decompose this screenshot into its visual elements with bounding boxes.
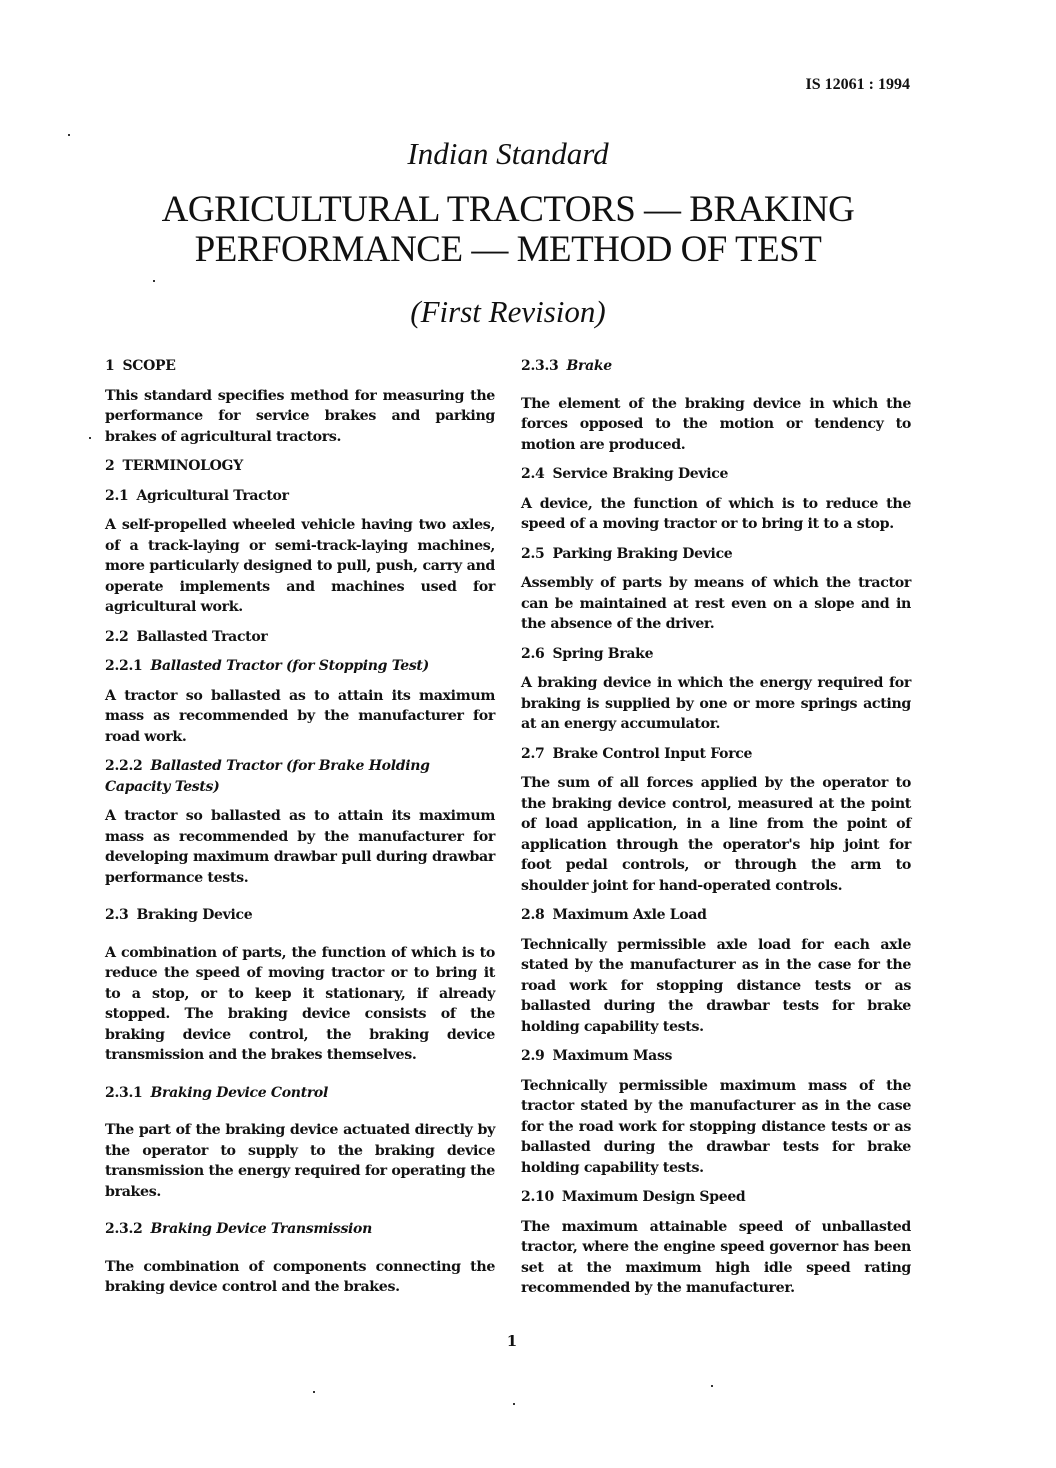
section-body: Assembly of parts by means of which the tractor can be maintained at rest even on a slope and in the absence of the driver. (521, 575, 911, 632)
section-heading: 2.10 Maximum Design Speed (521, 1189, 746, 1205)
title-line-2: PERFORMANCE — METHOD OF TEST (194, 229, 822, 270)
section-heading: 2.2 Ballasted Tractor (105, 628, 268, 645)
section-heading: 2.3.1 Braking Device Control (105, 1084, 328, 1101)
scan-speck (153, 280, 155, 282)
section-heading: 1 SCOPE (105, 358, 176, 374)
section-heading: 2.8 Maximum Axle Load (521, 907, 707, 923)
organization-heading: Indian Standard (407, 136, 609, 171)
section-heading: 2.4 Service Braking Device (521, 466, 729, 482)
section-body: The element of the braking device in which the forces opposed to the motion or tendency to motion are produced. (521, 395, 911, 453)
section-body: The combination of components connecting the braking device control and the brakes. (105, 1258, 495, 1295)
section-body: A combination of parts, the function of which is to reduce the speed of moving tractor or to bring it to a stop, or to keep it stationary, if already stopped. The braking device consists of the braking device control, the braking device transmission and the brakes themselves. (105, 944, 495, 1063)
page-number: 1 (506, 1332, 518, 1350)
section-heading: 2.5 Parking Braking Device (521, 545, 733, 562)
section-body: The part of the braking device actuated directly by the operator to supply to the braking device transmission the energy required for operating the brakes. (105, 1122, 495, 1200)
section-body: Technically permissible maximum mass of the tractor stated by the manufacturer as in the case for the road work for stopping distance tests or as ballasted during the drawbar tests for brake holding capability tests. (521, 1077, 911, 1176)
scan-speck (89, 437, 91, 439)
scan-speck (68, 134, 70, 136)
section-heading: 2.3 Braking Device (105, 907, 253, 923)
standard-number: IS 12061 : 1994 (805, 76, 910, 93)
section-body: A braking device in which the energy required for braking is supplied by one or more springs acting at an energy accumulator. (521, 675, 911, 732)
section-body: A device, the function of which is to reduce the speed of a moving tractor or to bring it to a stop. (521, 495, 911, 532)
left-column (105, 356, 495, 1307)
section-heading: 2.3.3 Brake (521, 358, 612, 374)
scan-speck (711, 1385, 713, 1387)
section-heading: 2.1 Agricultural Tractor (105, 487, 289, 504)
section-heading: 2 TERMINOLOGY (105, 458, 243, 474)
section-heading: 2.9 Maximum Mass (521, 1048, 673, 1064)
section-heading: 2.7 Brake Control Input Force (521, 745, 753, 762)
revision-label: (First Revision) (410, 294, 606, 329)
section-body: A tractor so ballasted as to attain its maximum mass as recommended by the manufacturer for road work. (105, 687, 495, 745)
section-body: The maximum attainable speed of unballasted tractor, where the engine speed governor has been set at the maximum high idle speed rating recommended by the manufacturer. (521, 1218, 911, 1296)
scan-speck (313, 1391, 315, 1393)
right-column (521, 356, 911, 1308)
scan-speck (513, 1403, 515, 1405)
section-body: A self-propelled wheeled vehicle having two axles, of a track-laying or semi-track-laying machines, more particularly designed to pull, push, carry and operate implements and machines used for agricultural work. (105, 517, 495, 615)
document-title (0, 190, 1016, 270)
title-line-1: AGRICULTURAL TRACTORS — BRAKING (161, 189, 855, 230)
section-body: Technically permissible axle load for each axle stated by the manufacturer as in the case for the road work for stopping distance tests or as ballasted during the drawbar tests for brake holding capability tests. (521, 936, 911, 1035)
section-heading: 2.3.2 Braking Device Transmission (105, 1221, 372, 1237)
section-heading: 2.6 Spring Brake (521, 645, 654, 662)
section-body: The sum of all forces applied by the operator to the braking device control, measured at the point of load application, in a line from the point of application through the operator's hip joint for foot pedal controls, or through the arm to shoulder joint for hand-operated controls. (521, 775, 911, 894)
section-body: A tractor so ballasted as to attain its maximum mass as recommended by the manufacturer for developing maximum drawbar pull during drawbar performance tests. (105, 808, 495, 886)
section-body: This standard specifies method for measuring the performance for service brakes and parking brakes of agricultural tractors. (105, 387, 495, 445)
section-heading: 2.2.1 Ballasted Tractor (for Stopping Test) (105, 658, 429, 674)
section-heading: 2.2.2 Ballasted Tractor (for Brake Holding Capacity Tests) (105, 758, 430, 795)
